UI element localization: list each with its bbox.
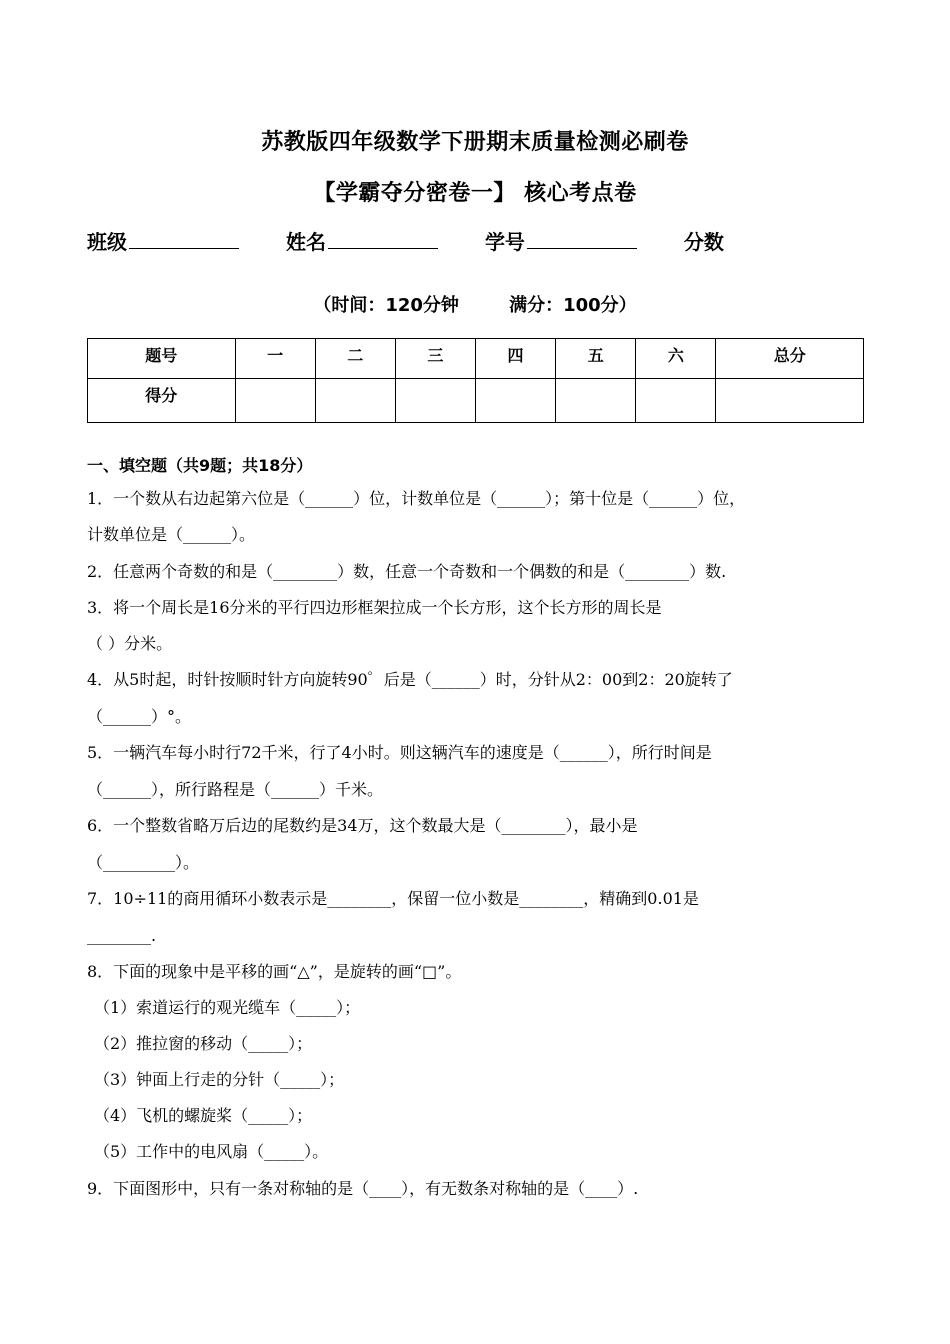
score-table-header-cell: 四 — [475, 339, 555, 379]
score-table-header-cell: 题号 — [88, 339, 236, 379]
sub-question-line: （3）钟面上行走的分针（_____）； — [94, 1070, 345, 1089]
section-heading: 一、填空题（共9题；共18分） — [87, 456, 313, 475]
score-row-label: 得分 — [88, 379, 236, 423]
number-blank — [527, 230, 637, 249]
question-line: ________. — [87, 926, 157, 945]
question-line: 8．下面的现象中是平移的画“△”，是旋转的画“□”。 — [87, 962, 462, 981]
name-blank — [328, 230, 438, 249]
score-cell[interactable] — [636, 379, 716, 423]
question-line: 7．10÷11的商用循环小数表示是________，保留一位小数是________，精确到0.01是 — [87, 889, 699, 908]
score-label: 分数 — [683, 230, 724, 254]
score-cell[interactable] — [395, 379, 475, 423]
number-label: 学号 — [484, 230, 525, 254]
question-line: 9．下面图形中，只有一条对称轴的是（____），有无数条对称轴的是（____）. — [87, 1179, 639, 1198]
score-table-score-row — [88, 379, 864, 423]
score-table-header-cell: 六 — [636, 339, 716, 379]
question-line: （______）°。 — [87, 707, 192, 726]
number-field — [485, 226, 637, 255]
question-line: 3．将一个周长是16分米的平行四边形框架拉成一个长方形，这个长方形的周长是 — [87, 598, 662, 617]
question-line: 6．一个整数省略万后边的尾数约是34万，这个数最大是（________），最小是 — [87, 816, 638, 835]
question-line: （ ）分米。 — [87, 634, 173, 653]
score-table-header-cell: 三 — [395, 339, 475, 379]
page-title: 苏教版四年级数学下册期末质量检测必刷卷 — [261, 130, 689, 155]
score-field — [684, 226, 724, 255]
score-table-header-cell: 五 — [556, 339, 636, 379]
question-line: 5．一辆汽车每小时行72千米，行了4小时。则这辆汽车的速度是（______），所行时间是 — [87, 743, 712, 762]
sub-question-line: （4）飞机的螺旋桨（_____）； — [94, 1106, 313, 1125]
score-cell[interactable] — [556, 379, 636, 423]
question-line: 2．任意两个奇数的和是（________）数，任意一个奇数和一个偶数的和是（________）数. — [87, 562, 727, 581]
question-line: 4．从5时起，时针按顺时针方向旋转90゜后是（______）时，分针从2：00到2：20旋转了 — [87, 670, 733, 689]
question-line: （_________）。 — [87, 853, 200, 872]
name-label: 姓名 — [285, 230, 326, 254]
score-table-header-cell: 一 — [235, 339, 315, 379]
sub-question-line: （1）索道运行的观光缆车（_____）； — [94, 998, 361, 1017]
score-cell[interactable] — [716, 379, 864, 423]
name-field — [286, 226, 438, 255]
score-table-header-cell: 总分 — [716, 339, 864, 379]
score-table — [87, 338, 864, 423]
time-and-score-info: （时间：120分钟 满分：100分） — [313, 295, 637, 316]
student-info-row — [87, 226, 764, 255]
question-line: （______），所行路程是（______）千米。 — [87, 780, 384, 799]
score-cell[interactable] — [315, 379, 395, 423]
class-blank — [129, 230, 239, 249]
sub-question-line: （5）工作中的电风扇（_____）。 — [94, 1142, 329, 1161]
score-cell[interactable] — [235, 379, 315, 423]
score-table-header-row — [88, 339, 864, 379]
score-table-header-cell: 二 — [315, 339, 395, 379]
question-line: 计数单位是（______）。 — [87, 525, 256, 544]
sub-question-line: （2）推拉窗的移动（_____）； — [94, 1034, 313, 1053]
question-line: 1．一个数从右边起第六位是（______）位，计数单位是（______）；第十位是（______）位， — [87, 489, 746, 508]
class-label: 班级 — [87, 230, 127, 254]
class-field — [87, 226, 239, 255]
score-cell[interactable] — [475, 379, 555, 423]
page-subtitle: 【学霸夺分密卷一】 核心考点卷 — [313, 181, 637, 206]
